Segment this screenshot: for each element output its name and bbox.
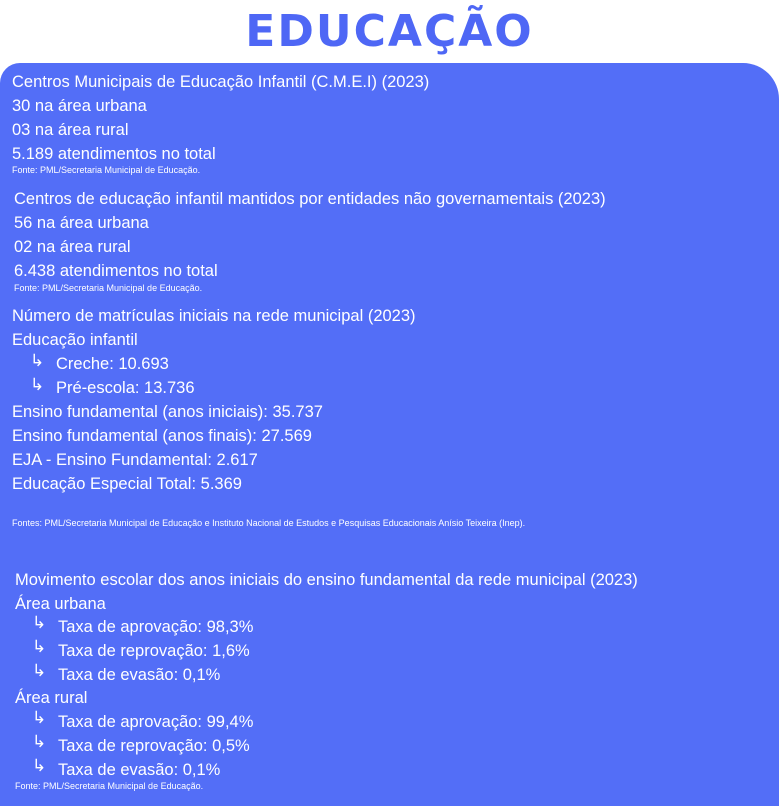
movement-heading: Movimento escolar dos anos iniciais do ensino fundamental da rede municipal (2023) xyxy=(15,571,638,589)
sub-arrow-icon: ↳ xyxy=(32,661,47,681)
rural-failure: Taxa de reprovação: 0,5% xyxy=(58,737,250,755)
enrollment-source: Fontes: PML/Secretaria Municipal de Educação e Instituto Nacional de Estudos e Pesquisas Educacionais Anísio Teixeira (Inep). xyxy=(12,518,526,528)
movement-rural-label: Área rural xyxy=(15,689,88,707)
sub-arrow-icon: ↳ xyxy=(30,351,45,371)
enrollment-fund-initial: Ensino fundamental (anos iniciais): 35.737 xyxy=(12,403,323,421)
sub-arrow-icon: ↳ xyxy=(30,375,45,395)
sub-arrow-icon: ↳ xyxy=(32,708,47,728)
enrollment-heading: Número de matrículas iniciais na rede municipal (2023) xyxy=(12,307,416,325)
urban-failure: Taxa de reprovação: 1,6% xyxy=(58,642,250,660)
sub-arrow-icon: ↳ xyxy=(32,613,47,633)
page-title: EDUCAÇÃO xyxy=(245,6,534,57)
sub-arrow-icon: ↳ xyxy=(32,756,47,776)
enrollment-special: Educação Especial Total: 5.369 xyxy=(12,475,242,493)
enrollment-creche: Creche: 10.693 xyxy=(56,355,169,373)
ngo-total: 6.438 atendimentos no total xyxy=(14,262,218,280)
movement-source: Fonte: PML/Secretaria Municipal de Educação. xyxy=(15,781,204,791)
enrollment-eja: EJA - Ensino Fundamental: 2.617 xyxy=(12,451,258,469)
sub-arrow-icon: ↳ xyxy=(32,637,47,657)
enrollment-preschool: Pré-escola: 13.736 xyxy=(56,379,195,397)
cmei-rural: 03 na área rural xyxy=(12,121,129,139)
cmei-urban: 30 na área urbana xyxy=(12,97,147,115)
enrollment-infant: Educação infantil xyxy=(12,331,138,349)
sub-arrow-icon: ↳ xyxy=(32,732,47,752)
rural-approval: Taxa de aprovação: 99,4% xyxy=(58,713,254,731)
rural-dropout: Taxa de evasão: 0,1% xyxy=(58,761,221,779)
ngo-source: Fonte: PML/Secretaria Municipal de Educação. xyxy=(14,283,203,293)
enrollment-fund-final: Ensino fundamental (anos finais): 27.569 xyxy=(12,427,312,445)
ngo-heading: Centros de educação infantil mantidos por entidades não governamentais (2023) xyxy=(14,190,606,208)
movement-urban-label: Área urbana xyxy=(15,595,106,613)
urban-approval: Taxa de aprovação: 98,3% xyxy=(58,618,254,636)
cmei-total: 5.189 atendimentos no total xyxy=(12,145,216,163)
urban-dropout: Taxa de evasão: 0,1% xyxy=(58,666,221,684)
ngo-rural: 02 na área rural xyxy=(14,238,131,256)
cmei-heading: Centros Municipais de Educação Infantil (C.M.E.I) (2023) xyxy=(12,73,430,91)
cmei-source: Fonte: PML/Secretaria Municipal de Educação. xyxy=(12,165,201,175)
ngo-urban: 56 na área urbana xyxy=(14,214,149,232)
